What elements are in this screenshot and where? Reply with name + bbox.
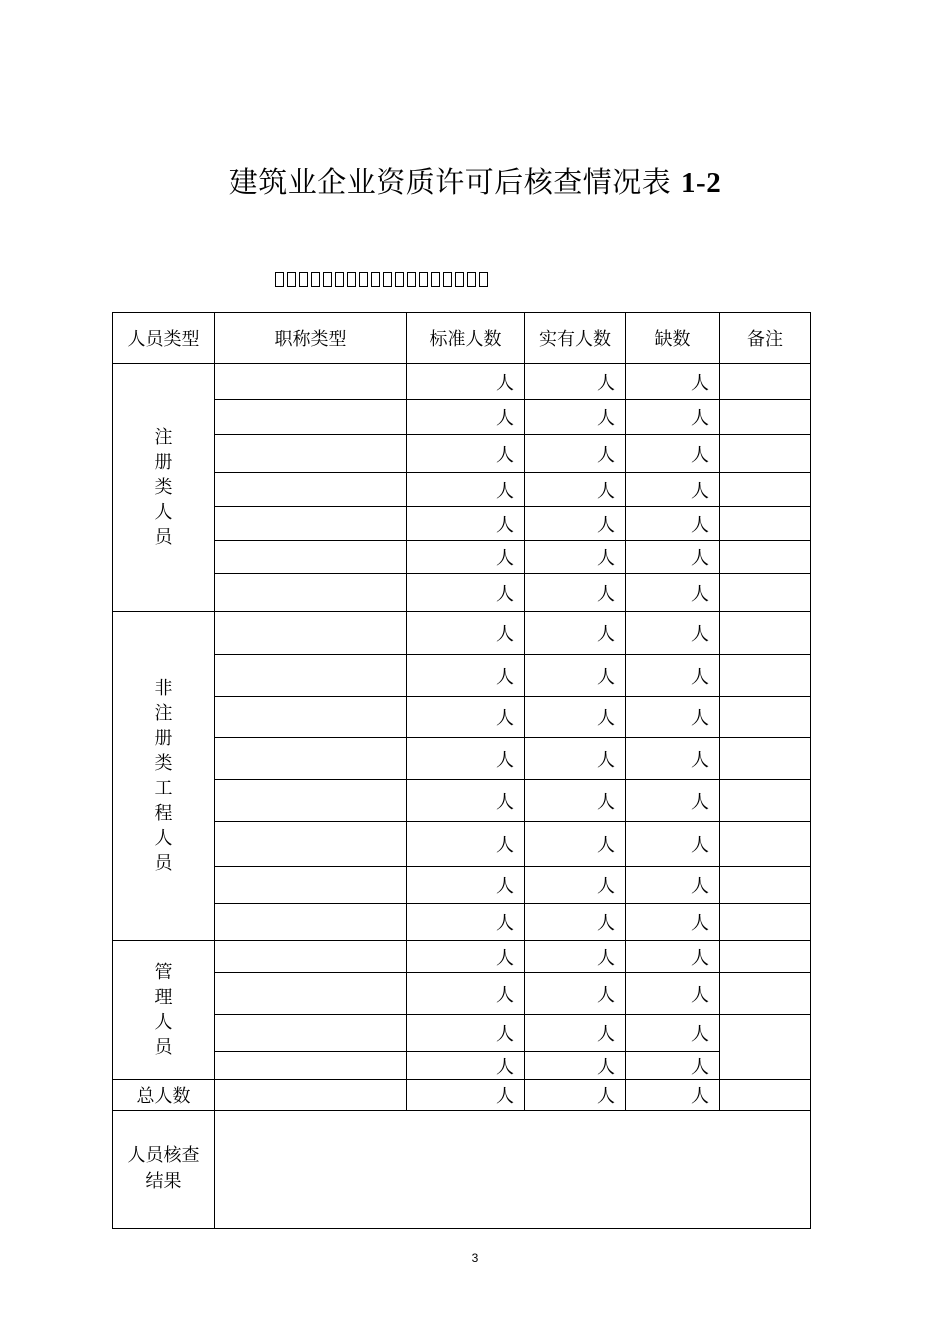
group-non-registered-engineering-personnel [113,612,215,941]
group-label-char: 册 [154,452,173,473]
remarks-cell [720,904,811,941]
placeholder-box [335,272,344,287]
remarks-cell [720,574,811,612]
shortage-cell: 人 [626,904,720,941]
remarks-cell [720,697,811,738]
actual-count-cell: 人 [525,973,626,1015]
title-type-cell [215,1015,407,1052]
title-type-cell [215,867,407,904]
title-type-cell [215,435,407,473]
table-row [113,364,811,400]
actual-count-cell: 人 [525,1080,626,1111]
header-personnel-type: 人员类型 [113,313,215,364]
table-row [113,574,811,612]
placeholder-box [347,272,356,287]
table-row [113,1052,811,1080]
title-type-cell [215,973,407,1015]
remarks-cell [720,973,811,1015]
standard-count-cell: 人 [407,435,525,473]
shortage-cell: 人 [626,697,720,738]
remarks-cell [720,780,811,822]
shortage-cell: 人 [626,574,720,612]
placeholder-box [407,272,416,287]
actual-count-cell: 人 [525,697,626,738]
group-label-char: 类 [154,753,173,774]
standard-count-cell: 人 [407,973,525,1015]
placeholder-box [323,272,332,287]
title-type-cell [215,574,407,612]
actual-count-cell: 人 [525,507,626,541]
placeholder-box [455,272,464,287]
shortage-cell: 人 [626,400,720,435]
shortage-cell: 人 [626,507,720,541]
group-label-char: 册 [154,728,173,749]
placeholder-box [443,272,452,287]
shortage-cell: 人 [626,738,720,780]
header-remarks: 备注 [720,313,811,364]
placeholder-box [371,272,380,287]
shortage-cell: 人 [626,1015,720,1052]
verification-table [112,312,811,1229]
actual-count-cell: 人 [525,941,626,973]
actual-count-cell: 人 [525,738,626,780]
total-label: 总人数 [113,1080,215,1111]
table-row [113,738,811,780]
table-row [113,697,811,738]
title-type-cell [215,822,407,867]
remarks-cell [720,1080,811,1111]
title-type-cell [215,364,407,400]
placeholder-box [479,272,488,287]
total-row [113,1080,811,1111]
title-type-cell [215,507,407,541]
standard-count-cell: 人 [407,473,525,507]
shortage-cell: 人 [626,867,720,904]
remarks-cell [720,655,811,697]
result-row [113,1111,811,1229]
standard-count-cell: 人 [407,738,525,780]
standard-count-cell: 人 [407,574,525,612]
group-label-char: 注 [154,703,173,724]
shortage-cell: 人 [626,822,720,867]
title-type-cell [215,400,407,435]
placeholder-box [311,272,320,287]
placeholder-box [467,272,476,287]
result-label-line1: 人员核查 [127,1145,200,1166]
header-row [113,313,811,364]
standard-count-cell: 人 [407,541,525,574]
remarks-cell [720,941,811,973]
page-number: 3 [471,1251,479,1265]
shortage-cell: 人 [626,1080,720,1111]
remarks-cell [720,400,811,435]
standard-count-cell: 人 [407,364,525,400]
shortage-cell: 人 [626,655,720,697]
shortage-cell: 人 [626,780,720,822]
actual-count-cell: 人 [525,364,626,400]
group-label-char: 人 [154,828,173,849]
actual-count-cell: 人 [525,400,626,435]
table-row [113,867,811,904]
table-row [113,541,811,574]
group-label-char: 类 [154,477,173,498]
standard-count-cell: 人 [407,867,525,904]
actual-count-cell: 人 [525,1052,626,1080]
title-type-cell [215,655,407,697]
group-management-personnel [113,941,215,1080]
title-type-cell [215,780,407,822]
header-standard-count: 标准人数 [407,313,525,364]
result-content [215,1111,811,1229]
group-label-char: 人 [154,1012,173,1033]
table-row [113,435,811,473]
actual-count-cell: 人 [525,541,626,574]
standard-count-cell: 人 [407,1015,525,1052]
result-label-line2: 结果 [145,1171,182,1192]
placeholder-box [419,272,428,287]
page-title: 建筑业企业资质许可后核查情况表 1-2 [228,165,722,199]
header-title-type: 职称类型 [215,313,407,364]
group-label-char: 管 [154,962,173,983]
table-row [113,507,811,541]
standard-count-cell: 人 [407,697,525,738]
shortage-cell: 人 [626,435,720,473]
title-type-cell [215,738,407,780]
remarks-cell [720,1015,811,1080]
standard-count-cell: 人 [407,507,525,541]
table-row [113,904,811,941]
actual-count-cell: 人 [525,904,626,941]
placeholder-box [395,272,404,287]
group-label-char: 员 [154,1037,173,1058]
remarks-cell [720,507,811,541]
remarks-cell [720,867,811,904]
actual-count-cell: 人 [525,867,626,904]
standard-count-cell: 人 [407,655,525,697]
header-shortage: 缺数 [626,313,720,364]
placeholder-box [383,272,392,287]
title-type-cell [215,1052,407,1080]
actual-count-cell: 人 [525,780,626,822]
shortage-cell: 人 [626,1052,720,1080]
remarks-cell [720,541,811,574]
table-row [113,400,811,435]
actual-count-cell: 人 [525,435,626,473]
title-type-cell [215,612,407,655]
standard-count-cell: 人 [407,780,525,822]
header-actual-count: 实有人数 [525,313,626,364]
group-label-char: 人 [154,502,173,523]
group-registered-personnel [113,364,215,612]
standard-count-cell: 人 [407,941,525,973]
table-row [113,941,811,973]
actual-count-cell: 人 [525,1015,626,1052]
remarks-cell [720,435,811,473]
subtitle-placeholder-boxes [275,272,488,287]
shortage-cell: 人 [626,973,720,1015]
actual-count-cell: 人 [525,473,626,507]
actual-count-cell: 人 [525,655,626,697]
table-row [113,612,811,655]
group-label-char: 程 [154,803,173,824]
remarks-cell [720,822,811,867]
shortage-cell: 人 [626,941,720,973]
title-type-cell [215,904,407,941]
table-row [113,655,811,697]
placeholder-box [359,272,368,287]
group-label-char: 工 [154,778,173,799]
table-row [113,473,811,507]
group-label-char: 员 [154,527,173,548]
standard-count-cell: 人 [407,822,525,867]
shortage-cell: 人 [626,473,720,507]
title-type-cell [215,541,407,574]
actual-count-cell: 人 [525,574,626,612]
remarks-cell [720,473,811,507]
shortage-cell: 人 [626,541,720,574]
shortage-cell: 人 [626,612,720,655]
group-label-char: 注 [154,427,173,448]
table-row [113,1015,811,1052]
remarks-cell [720,738,811,780]
remarks-cell [720,612,811,655]
placeholder-box [275,272,284,287]
group-label-char: 非 [154,678,173,699]
title-type-cell [215,1080,407,1111]
placeholder-box [431,272,440,287]
table-row [113,780,811,822]
title-type-cell [215,941,407,973]
table-row [113,822,811,867]
standard-count-cell: 人 [407,1080,525,1111]
result-label [113,1111,215,1229]
placeholder-box [287,272,296,287]
standard-count-cell: 人 [407,904,525,941]
table-row [113,973,811,1015]
standard-count-cell: 人 [407,400,525,435]
actual-count-cell: 人 [525,822,626,867]
remarks-cell [720,364,811,400]
group-label-char: 员 [154,853,173,874]
actual-count-cell: 人 [525,612,626,655]
title-type-cell [215,697,407,738]
standard-count-cell: 人 [407,612,525,655]
shortage-cell: 人 [626,364,720,400]
title-type-cell [215,473,407,507]
placeholder-box [299,272,308,287]
standard-count-cell: 人 [407,1052,525,1080]
group-label-char: 理 [154,987,173,1008]
